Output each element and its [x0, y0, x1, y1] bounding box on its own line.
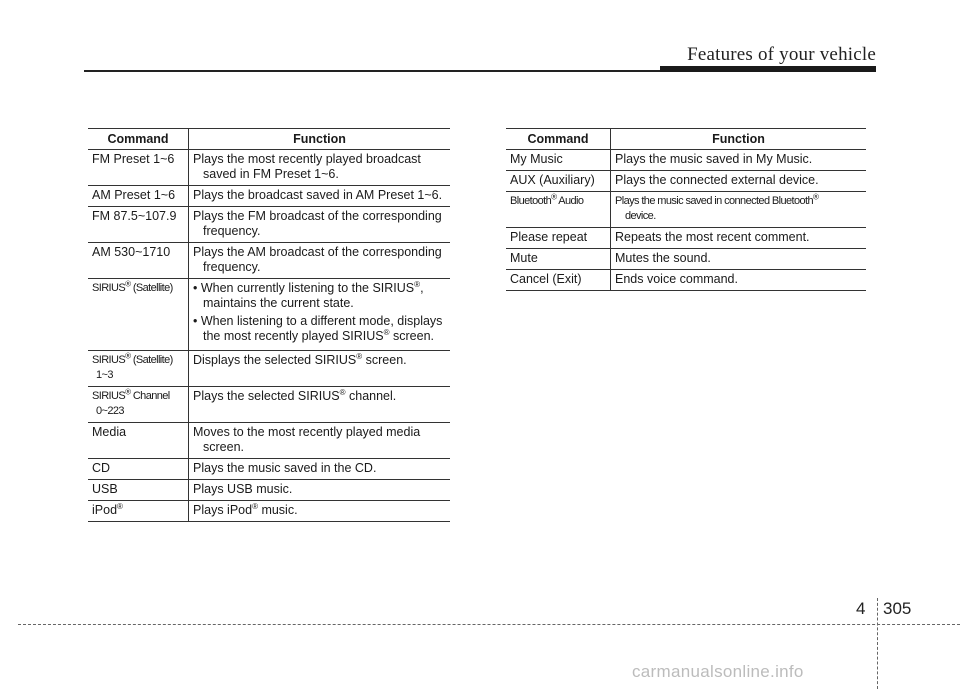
function-text: channel.: [345, 389, 397, 403]
command-cell: FM 87.5~107.9: [88, 207, 189, 243]
registered-mark: ®: [125, 387, 131, 397]
column-header-function: Function: [611, 129, 867, 150]
bullet-text: maintains the current state.: [203, 296, 354, 310]
function-text: Plays the selected SIRIUS: [193, 389, 340, 403]
bullet-text: screen.: [389, 329, 435, 343]
function-cell: Plays the connected external device.: [611, 171, 867, 192]
command-text: iPod: [92, 503, 118, 517]
command-text: (Satellite): [130, 354, 173, 366]
bullet-text: When listening to a different mode, displays: [200, 314, 443, 328]
command-cell: My Music: [506, 150, 611, 171]
voice-command-table-left: [88, 128, 450, 522]
function-line: Plays the FM broadcast of the corresponding: [193, 209, 442, 223]
table-row: [506, 171, 866, 192]
command-text: Bluetooth: [510, 195, 552, 207]
command-cell: AM Preset 1~6: [88, 186, 189, 207]
function-cell: [611, 192, 867, 228]
table-header-row: [88, 129, 450, 150]
function-cell: [189, 351, 451, 387]
table-row: [88, 480, 450, 501]
command-cell: Media: [88, 423, 189, 459]
command-cell: [88, 279, 189, 351]
function-cell: [189, 387, 451, 423]
function-cell: Ends voice command.: [611, 270, 867, 291]
command-cell: [88, 501, 189, 522]
table-row: [88, 150, 450, 186]
table-row: [506, 228, 866, 249]
registered-mark: ®: [383, 327, 390, 337]
registered-mark: ®: [125, 351, 131, 361]
registered-mark: ®: [117, 501, 123, 511]
bullet-text: ,: [420, 281, 424, 295]
function-line: frequency.: [203, 224, 261, 238]
command-subtext: 0~223: [96, 405, 124, 417]
function-cell: [189, 150, 451, 186]
command-text: SIRIUS: [92, 390, 126, 402]
registered-mark: ®: [414, 279, 421, 289]
function-line: Moves to the most recently played media: [193, 425, 421, 439]
command-text: Audio: [556, 195, 584, 207]
function-text: Plays the music saved in connected Bluetooth: [615, 195, 814, 207]
table-row: [88, 387, 450, 423]
function-line: device.: [625, 210, 656, 222]
function-text: Displays the selected SIRIUS: [193, 353, 357, 367]
function-text: screen.: [362, 353, 407, 367]
function-cell: Mutes the sound.: [611, 249, 867, 270]
command-cell: AM 530~1710: [88, 243, 189, 279]
page-number: 305: [883, 599, 912, 618]
registered-mark: ®: [252, 501, 258, 511]
function-cell: Plays the broadcast saved in AM Preset 1~6.: [189, 186, 451, 207]
command-cell: Cancel (Exit): [506, 270, 611, 291]
command-text: SIRIUS: [92, 282, 126, 294]
table-row: [88, 207, 450, 243]
bullet-item: • When currently listening to the SIRIUS®, maintains the current state.: [193, 279, 424, 310]
table-row: [88, 501, 450, 522]
function-cell: [189, 423, 451, 459]
command-text: Channel: [130, 390, 170, 402]
command-text: (Satellite): [130, 282, 173, 294]
function-line: frequency.: [203, 260, 261, 274]
table-row: [88, 243, 450, 279]
chapter-number: 4: [856, 599, 866, 618]
function-line: Plays the most recently played broadcast: [193, 152, 421, 166]
function-line: Plays the AM broadcast of the corresponding: [193, 245, 442, 259]
function-cell: [189, 501, 451, 522]
command-cell: AUX (Auxiliary): [506, 171, 611, 192]
footer-dashed-divider: [877, 598, 878, 689]
table-row: [88, 186, 450, 207]
footer-dashed-rule: [18, 624, 960, 625]
function-cell: Plays the music saved in My Music.: [611, 150, 867, 171]
function-line: screen.: [203, 440, 244, 454]
function-cell: Repeats the most recent comment.: [611, 228, 867, 249]
table-row: [506, 270, 866, 291]
column-header-command: Command: [506, 129, 611, 150]
registered-mark: ®: [551, 192, 557, 202]
command-cell: FM Preset 1~6: [88, 150, 189, 186]
table-row: [506, 150, 866, 171]
watermark-text: carmanualsonline.info: [632, 662, 804, 681]
function-cell: [189, 243, 451, 279]
command-subtext: 1~3: [96, 369, 113, 381]
registered-mark: ®: [339, 387, 346, 397]
command-text: SIRIUS: [92, 354, 126, 366]
bullet-text: When currently listening to the SIRIUS: [200, 281, 415, 295]
function-cell: [189, 279, 451, 351]
function-line: saved in FM Preset 1~6.: [203, 167, 339, 181]
registered-mark: ®: [125, 279, 131, 289]
header-rule-bold: [660, 66, 876, 72]
function-cell: Plays USB music.: [189, 480, 451, 501]
page-header-title: Features of your vehicle: [687, 44, 876, 65]
column-header-function: Function: [189, 129, 451, 150]
table-header-row: [506, 129, 866, 150]
command-cell: Please repeat: [506, 228, 611, 249]
voice-command-table-right: [506, 128, 866, 291]
command-cell: CD: [88, 459, 189, 480]
table-row: [506, 249, 866, 270]
table-row: [88, 351, 450, 387]
table-row: [506, 192, 866, 228]
command-cell: Mute: [506, 249, 611, 270]
command-cell: [88, 387, 189, 423]
table-row: [88, 459, 450, 480]
bullet-text: the most recently played SIRIUS: [203, 329, 384, 343]
header-rule: [84, 70, 660, 72]
table-row: [88, 279, 450, 351]
command-cell: USB: [88, 480, 189, 501]
command-cell: [506, 192, 611, 228]
registered-mark: ®: [356, 351, 363, 361]
function-text: music.: [257, 503, 298, 517]
function-cell: [189, 207, 451, 243]
column-header-command: Command: [88, 129, 189, 150]
bullet-item: • When listening to a different mode, displays the most recently played SIRIUS® screen.: [193, 314, 443, 343]
table-row: [88, 423, 450, 459]
function-text: Plays iPod: [193, 503, 253, 517]
function-cell: Plays the music saved in the CD.: [189, 459, 451, 480]
registered-mark: ®: [813, 192, 819, 202]
command-cell: [88, 351, 189, 387]
